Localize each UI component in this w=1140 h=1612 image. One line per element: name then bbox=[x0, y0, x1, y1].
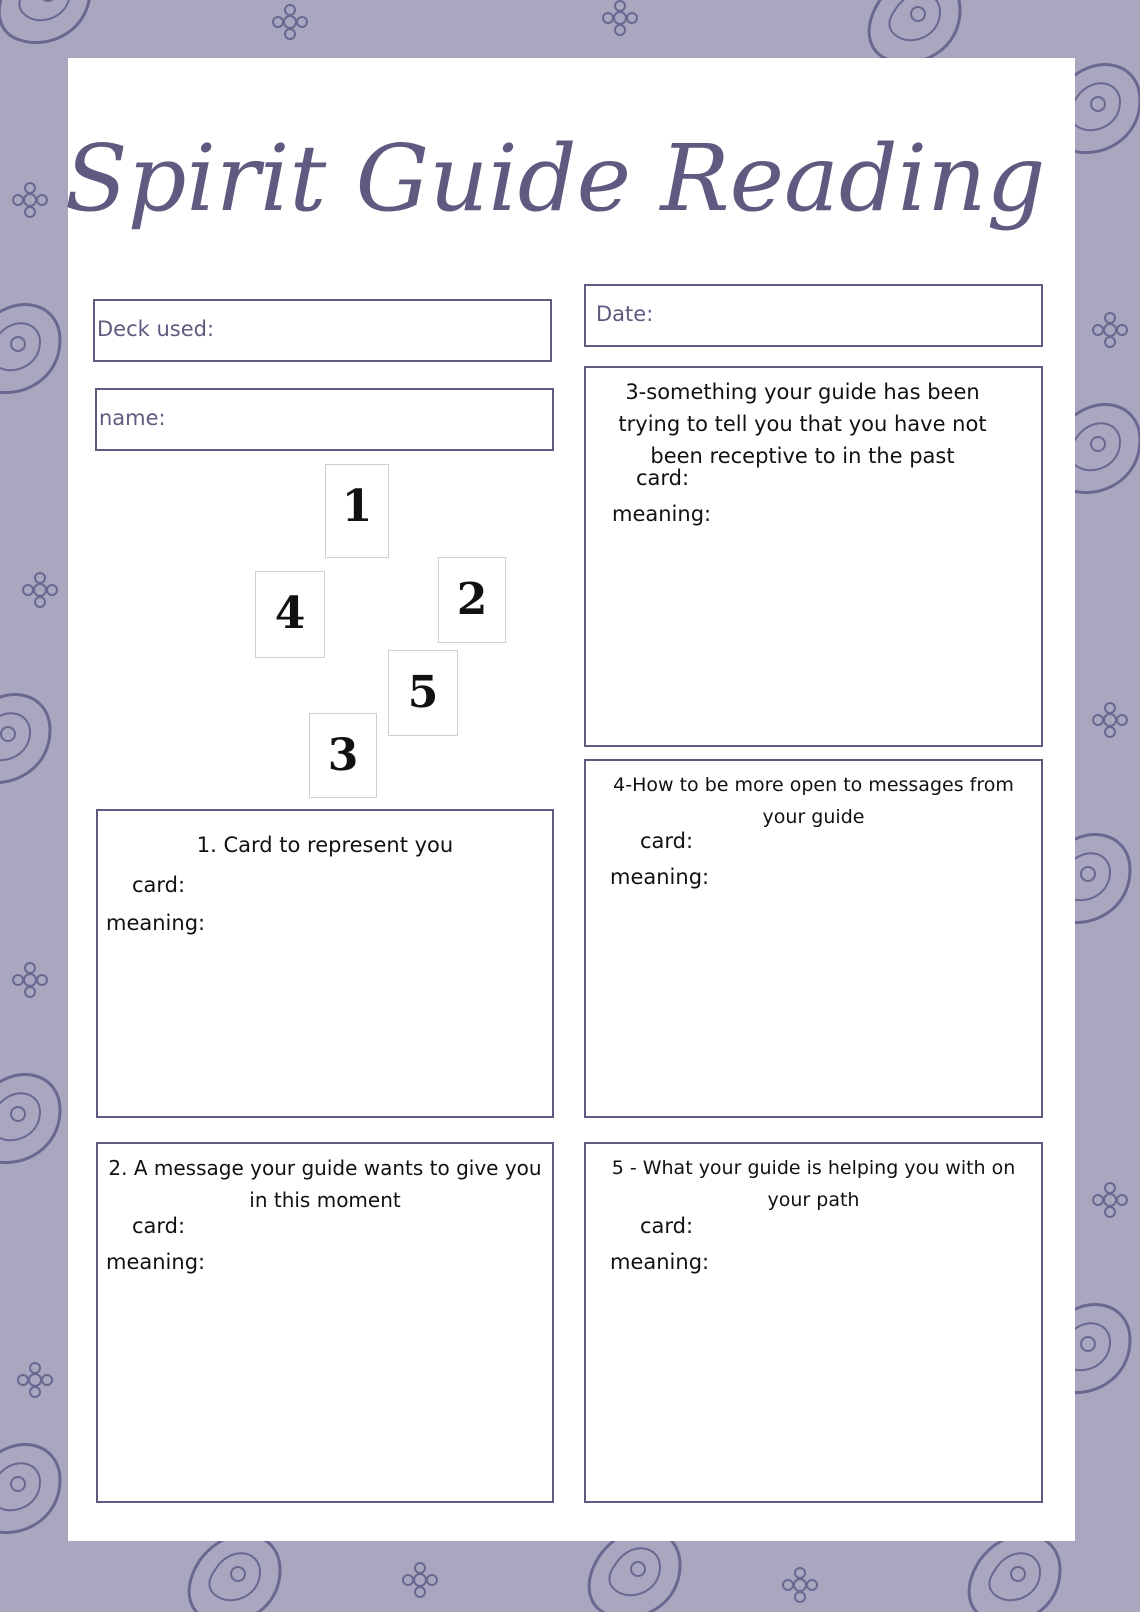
position-2-card-label: card: bbox=[132, 1214, 186, 1238]
position-4-meaning-label: meaning: bbox=[610, 865, 710, 889]
spread-card-3: 3 bbox=[309, 713, 377, 798]
position-5-meaning-label: meaning: bbox=[610, 1250, 710, 1274]
position-1-question: 1. Card to represent you bbox=[196, 833, 454, 857]
position-2-question: 2. A message your guide wants to give you in this moment bbox=[108, 1156, 542, 1212]
spread-card-4: 4 bbox=[255, 571, 325, 658]
name-label: name: bbox=[99, 406, 166, 430]
deck-used-field[interactable] bbox=[93, 299, 552, 362]
svg-text:Spirit Guide Reading: Spirit Guide Reading bbox=[64, 125, 1046, 232]
date-label: Date: bbox=[596, 302, 654, 326]
position-5-box[interactable] bbox=[584, 1142, 1043, 1503]
position-3-card-label: card: bbox=[636, 466, 690, 490]
position-1-box[interactable] bbox=[96, 809, 554, 1118]
spread-card-2: 2 bbox=[438, 557, 506, 643]
name-field[interactable] bbox=[95, 388, 554, 451]
position-1-meaning-label: meaning: bbox=[106, 911, 206, 935]
date-field[interactable] bbox=[584, 284, 1043, 347]
spread-card-1: 1 bbox=[325, 464, 389, 558]
spread-card-5: 5 bbox=[388, 650, 458, 736]
deck-used-label: Deck used: bbox=[97, 317, 215, 341]
position-3-meaning-label: meaning: bbox=[612, 502, 712, 526]
position-4-box[interactable] bbox=[584, 759, 1043, 1118]
position-2-box[interactable] bbox=[96, 1142, 554, 1503]
position-5-question: 5 - What your guide is helping you with on your path bbox=[611, 1157, 1016, 1211]
page-title bbox=[0, 120, 1140, 290]
position-4-card-label: card: bbox=[640, 829, 694, 853]
position-3-question: 3-something your guide has been trying to tell you that you have not been receptive to in the past bbox=[618, 380, 987, 468]
position-3-box[interactable] bbox=[584, 366, 1043, 747]
position-1-card-label: card: bbox=[132, 873, 186, 897]
position-2-meaning-label: meaning: bbox=[106, 1250, 206, 1274]
position-5-card-label: card: bbox=[640, 1214, 694, 1238]
position-4-question: 4-How to be more open to messages from your guide bbox=[613, 774, 1014, 828]
